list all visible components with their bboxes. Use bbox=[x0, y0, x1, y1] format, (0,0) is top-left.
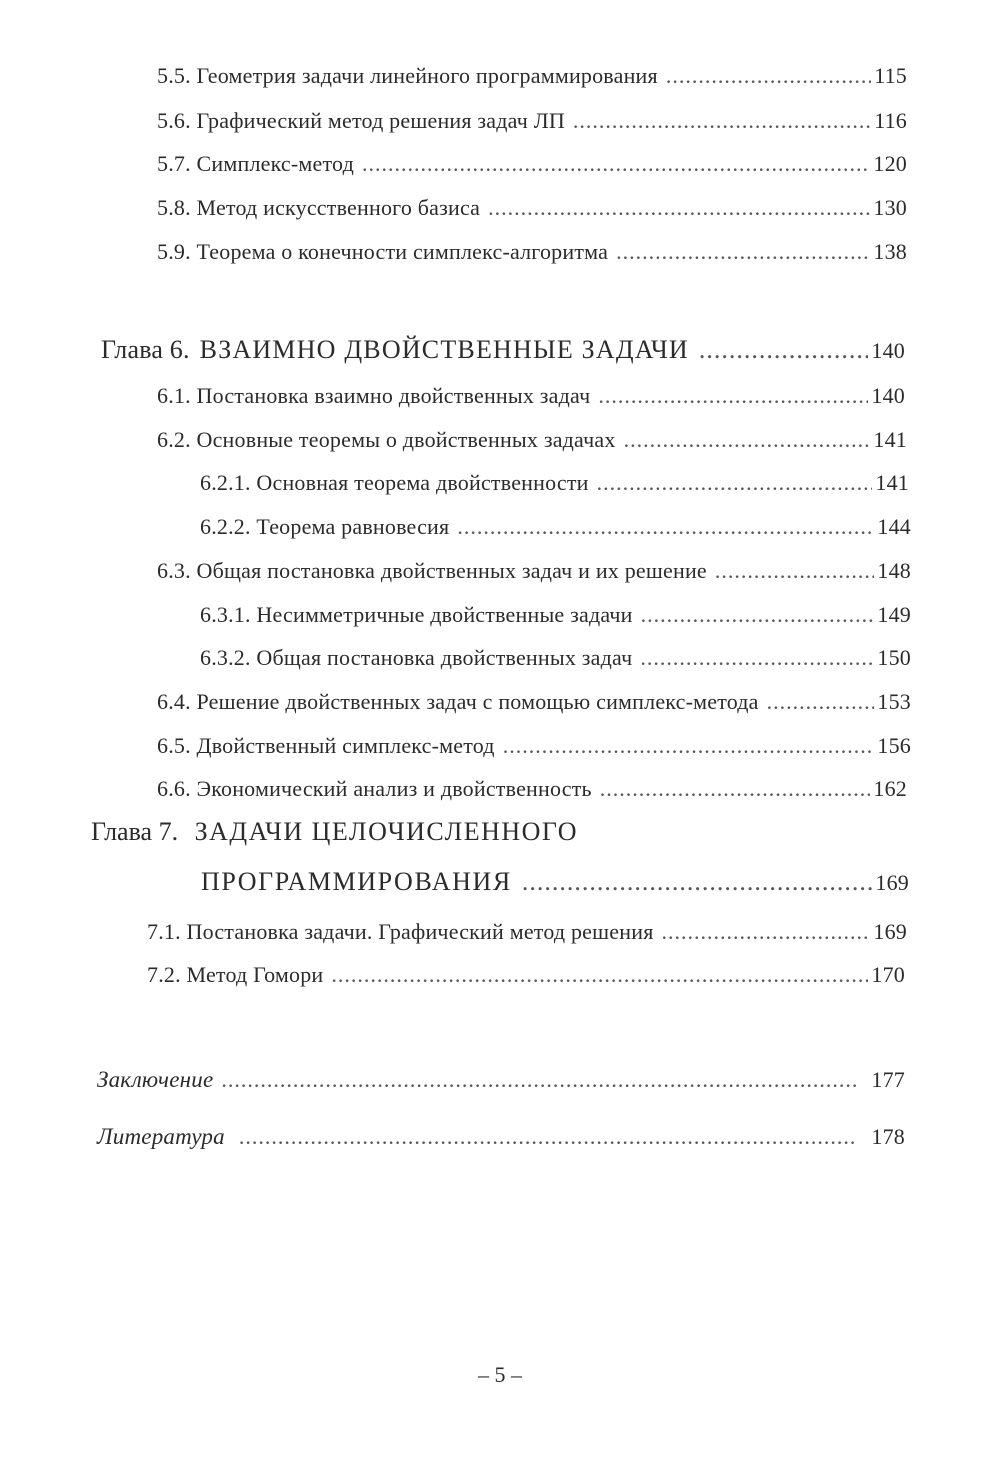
leader-dots bbox=[616, 239, 870, 265]
toc-entry-6-2[interactable] bbox=[157, 427, 907, 453]
toc-entry-title: 6.2.1. Основная теорема двойственности bbox=[200, 470, 589, 495]
toc-entry-page: 162 bbox=[873, 776, 907, 801]
toc-entry-5-7[interactable] bbox=[157, 151, 907, 177]
toc-entry-title: Литература bbox=[97, 1124, 225, 1149]
toc-chapter-7-line2[interactable] bbox=[201, 867, 909, 897]
toc-chapter-title: ЗАДАЧИ ЦЕЛОЧИСЛЕННОГО bbox=[194, 817, 579, 846]
toc-entry-page: 140 bbox=[871, 338, 905, 363]
toc-entry-6-2-2[interactable] bbox=[200, 514, 911, 540]
toc-entry-6-5[interactable] bbox=[157, 733, 911, 759]
toc-entry-page: 169 bbox=[875, 870, 909, 895]
toc-entry-title: 7.2. Метод Гомори bbox=[147, 962, 324, 987]
toc-entry-title: 7.1. Постановка задачи. Графический метод решения bbox=[147, 919, 654, 944]
toc-chapter-prefix: Глава 7. bbox=[91, 817, 179, 846]
toc-entry-title: 6.3.2. Общая постановка двойственных задач bbox=[200, 645, 633, 670]
leader-dots bbox=[699, 335, 869, 365]
toc-entry-page: 178 bbox=[871, 1124, 905, 1149]
toc-entry-6-4[interactable] bbox=[157, 689, 911, 715]
leader-dots bbox=[221, 1067, 857, 1093]
toc-entry-title: 5.8. Метод искусственного базиса bbox=[157, 195, 481, 220]
toc-chapter-6[interactable] bbox=[101, 335, 905, 365]
toc-entry-6-3-1[interactable] bbox=[200, 602, 911, 628]
toc-entry-page: 177 bbox=[871, 1067, 905, 1092]
leader-dots bbox=[488, 195, 870, 221]
leader-dots bbox=[362, 151, 870, 177]
toc-entry-conclusion[interactable] bbox=[97, 1067, 905, 1093]
toc-entry-page: 149 bbox=[877, 602, 911, 627]
toc-entry-page: 141 bbox=[875, 470, 909, 495]
toc-entry-title: 6.3. Общая постановка двойственных задач и их решение bbox=[157, 558, 707, 583]
toc-entry-6-1[interactable] bbox=[157, 383, 905, 409]
toc-entry-title: 5.7. Симплекс-метод bbox=[157, 151, 354, 176]
toc-entry-page: 120 bbox=[873, 151, 907, 176]
leader-dots bbox=[640, 645, 874, 671]
leader-dots bbox=[522, 867, 873, 897]
leader-dots bbox=[331, 962, 868, 988]
toc-entry-6-3-2[interactable] bbox=[200, 645, 911, 671]
toc-entry-page: 144 bbox=[877, 514, 911, 539]
toc-entry-5-5[interactable] bbox=[157, 63, 907, 89]
leader-dots bbox=[715, 558, 875, 584]
toc-entry-page: 170 bbox=[871, 962, 905, 987]
toc-entry-title: 6.2. Основные теоремы о двойственных задачах bbox=[157, 427, 616, 452]
toc-entry-page: 156 bbox=[877, 733, 911, 758]
leader-dots bbox=[598, 383, 868, 409]
toc-chapter-title-cont: ПРОГРАММИРОВАНИЯ bbox=[201, 867, 512, 896]
toc-entry-7-1[interactable] bbox=[147, 919, 907, 945]
leader-dots bbox=[662, 919, 871, 945]
leader-dots bbox=[573, 108, 871, 134]
leader-dots bbox=[666, 63, 871, 89]
toc-entry-page: 153 bbox=[877, 689, 911, 714]
toc-entry-page: 130 bbox=[873, 195, 907, 220]
toc-entry-literature[interactable] bbox=[97, 1124, 905, 1150]
toc-entry-title: 6.3.1. Несимметричные двойственные задачи bbox=[200, 602, 633, 627]
toc-entry-5-9[interactable] bbox=[157, 239, 907, 265]
leader-dots bbox=[597, 470, 873, 496]
toc-entry-6-2-1[interactable] bbox=[200, 470, 909, 496]
toc-entry-page: 148 bbox=[877, 558, 911, 583]
toc-entry-title: 6.2.2. Теорема равновесия bbox=[200, 514, 450, 539]
leader-dots bbox=[600, 776, 871, 802]
toc-entry-page: 141 bbox=[873, 427, 907, 452]
toc-entry-5-6[interactable] bbox=[157, 108, 907, 134]
toc-chapter-prefix: Глава 6. bbox=[101, 335, 190, 364]
toc-entry-title: 6.4. Решение двойственных задач с помощью симплекс-метода bbox=[157, 689, 759, 714]
toc-entry-title: 5.6. Графический метод решения задач ЛП bbox=[157, 108, 565, 133]
toc-chapter-7-line1[interactable] bbox=[91, 817, 578, 847]
toc-entry-page: 150 bbox=[877, 645, 911, 670]
toc-entry-5-8[interactable] bbox=[157, 195, 907, 221]
toc-entry-6-3[interactable] bbox=[157, 558, 911, 584]
toc-entry-7-2[interactable] bbox=[147, 962, 905, 988]
toc-entry-page: 116 bbox=[874, 108, 907, 133]
page-number: – 5 – bbox=[478, 1362, 522, 1387]
toc-entry-title: 6.6. Экономический анализ и двойственность bbox=[157, 776, 592, 801]
toc-entry-6-6[interactable] bbox=[157, 776, 907, 802]
leader-dots bbox=[624, 427, 871, 453]
toc-entry-page: 169 bbox=[873, 919, 907, 944]
toc-entry-title: 6.1. Постановка взаимно двойственных задач bbox=[157, 383, 591, 408]
leader-dots bbox=[503, 733, 875, 759]
leader-dots bbox=[641, 602, 875, 628]
toc-entry-page: 115 bbox=[874, 63, 907, 88]
toc-entry-title: Заключение bbox=[97, 1067, 214, 1092]
leader-dots bbox=[457, 514, 874, 540]
leader-dots bbox=[767, 689, 875, 715]
toc-entry-title: 5.5. Геометрия задачи линейного программирования bbox=[157, 63, 658, 88]
toc-entry-title: 6.5. Двойственный симплекс-метод bbox=[157, 733, 495, 758]
leader-dots bbox=[239, 1124, 858, 1150]
toc-chapter-title: ВЗАИМНО ДВОЙСТВЕННЫЕ ЗАДАЧИ bbox=[199, 335, 689, 364]
toc-entry-page: 140 bbox=[871, 383, 905, 408]
toc-entry-title: 5.9. Теорема о конечности симплекс-алгоритма bbox=[157, 239, 609, 264]
toc-entry-page: 138 bbox=[873, 239, 907, 264]
